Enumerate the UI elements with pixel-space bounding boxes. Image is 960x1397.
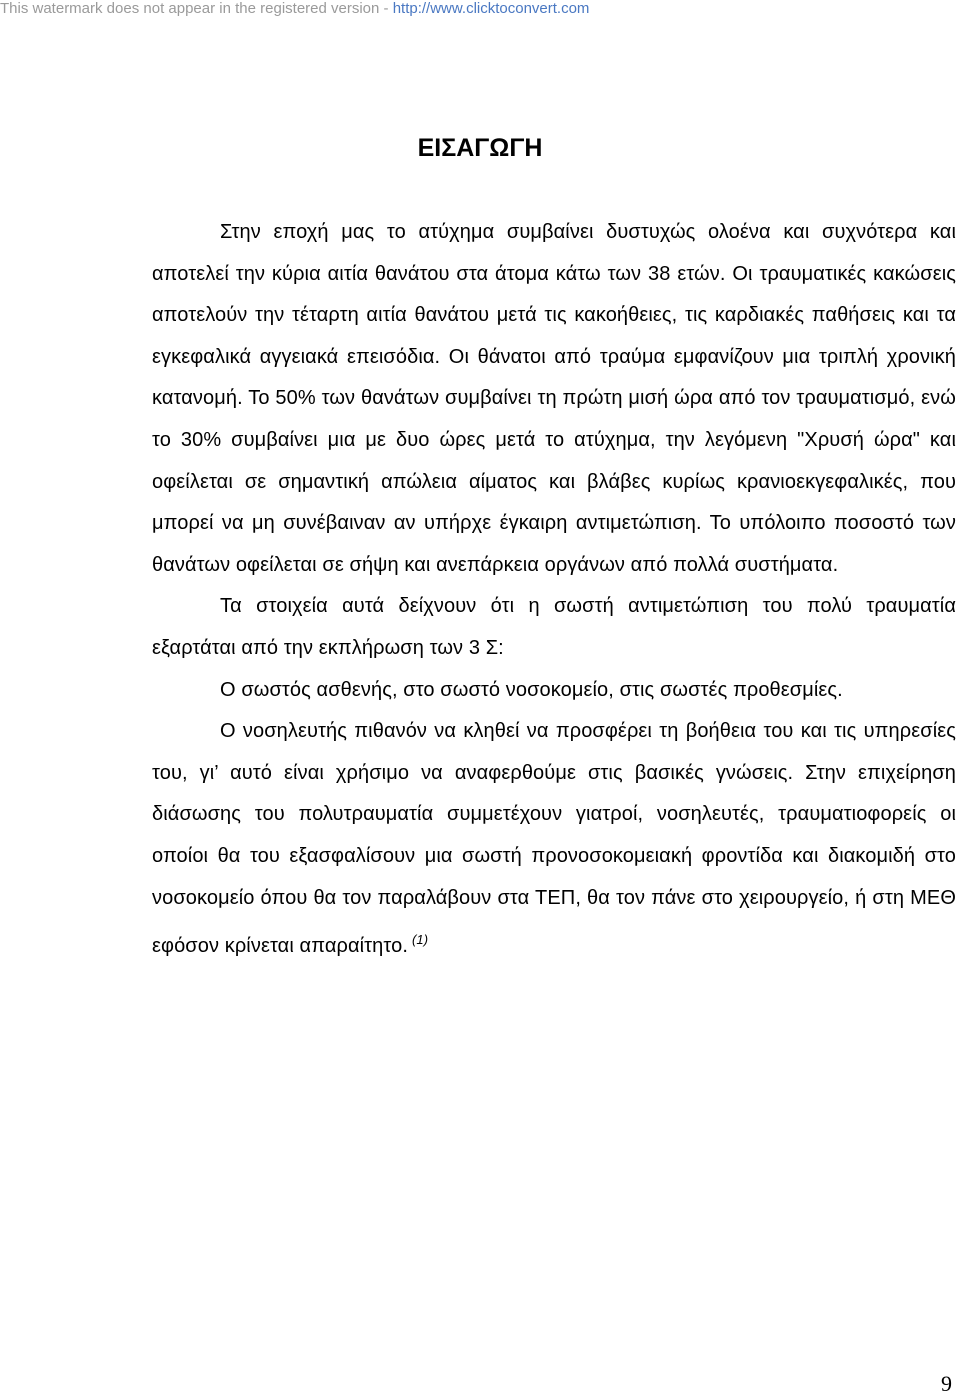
watermark-banner <box>0 0 589 18</box>
page-number: 9 <box>941 1371 952 1396</box>
paragraph-nurse-role-text: Ο νοσηλευτής πιθανόν να κληθεί να προσφέρει τη βοήθεια του και τις υπηρεσίες του, γι’ αυτό είναι χρήσιμο να αναφερθούμε στις βασικές γνώσεις. Στην επιχείρηση διάσωσης του πολυτραυματία συμμετέχουν γιατροί, νοσηλευτές, τραυματιοφορείς οι οποίοι θα του εξασφαλίσουν μια σωστή προνοσοκομειακή φροντίδα και διακομιδή στο νοσοκομείο όπου θα τον παραλάβουν στα ΤΕΠ, θα τον πάνε στο χειρουργείο, ή στη ΜΕΘ εφόσον κρίνεται απαραίτητο. <box>152 720 956 958</box>
paragraph-nurse-role <box>152 711 956 968</box>
document-body <box>152 212 956 968</box>
page-title: ΕΙΣΑΓΩΓΗ <box>417 134 543 162</box>
paragraph-three-s: Τα στοιχεία αυτά δείχνουν ότι η σωστή αντιμετώπιση του πολύ τραυματία εξαρτάται από την εκπλήρωση των 3 Σ: <box>152 595 956 659</box>
watermark-link[interactable]: http://www.clicktoconvert.com <box>392 0 590 17</box>
footnote-reference: (1) <box>412 932 429 948</box>
watermark-text: This watermark does not appear in the registered version - <box>0 0 393 17</box>
paragraph-three-s-list: Ο σωστός ασθενής, στο σωστό νοσοκομείο, στις σωστές προθεσμίες. <box>220 678 843 701</box>
paragraph-intro: Στην εποχή μας το ατύχημα συμβαίνει δυστυχώς ολοένα και συχνότερα και αποτελεί την κύρια αιτία θανάτου στα άτομα κάτω των 38 ετών. Οι τραυματικές κακώσεις αποτελούν την τέταρτη αιτία θανάτου μετά τις κακοήθειες, τις καρδιακές παθήσεις και τα εγκεφαλικά αγγειακά επεισόδια. Οι θάνατοι από τραύμα εμφανίζουν μια τριπλή χρονική κατανομή. Το 50% των θανάτων συμβαίνει τη πρώτη μισή ώρα από τον τραυματισμό, ενώ το 30% συμβαίνει μια με δυο ώρες μετά το ατύχημα, την λεγόμενη "Χρυσή ώρα" και οφείλεται σε σημαντική απώλεια αίματος και βλάβες κυρίως κρανιοεκγεφαλικές, που μπορεί να μη συνέβαιναν αν υπήρχε έγκαιρη αντιμετώπιση. Το υπόλοιπο ποσοστό των θανάτων οφείλεται σε σήψη και ανεπάρκεια οργάνων από πολλά συστήματα. <box>152 221 956 576</box>
